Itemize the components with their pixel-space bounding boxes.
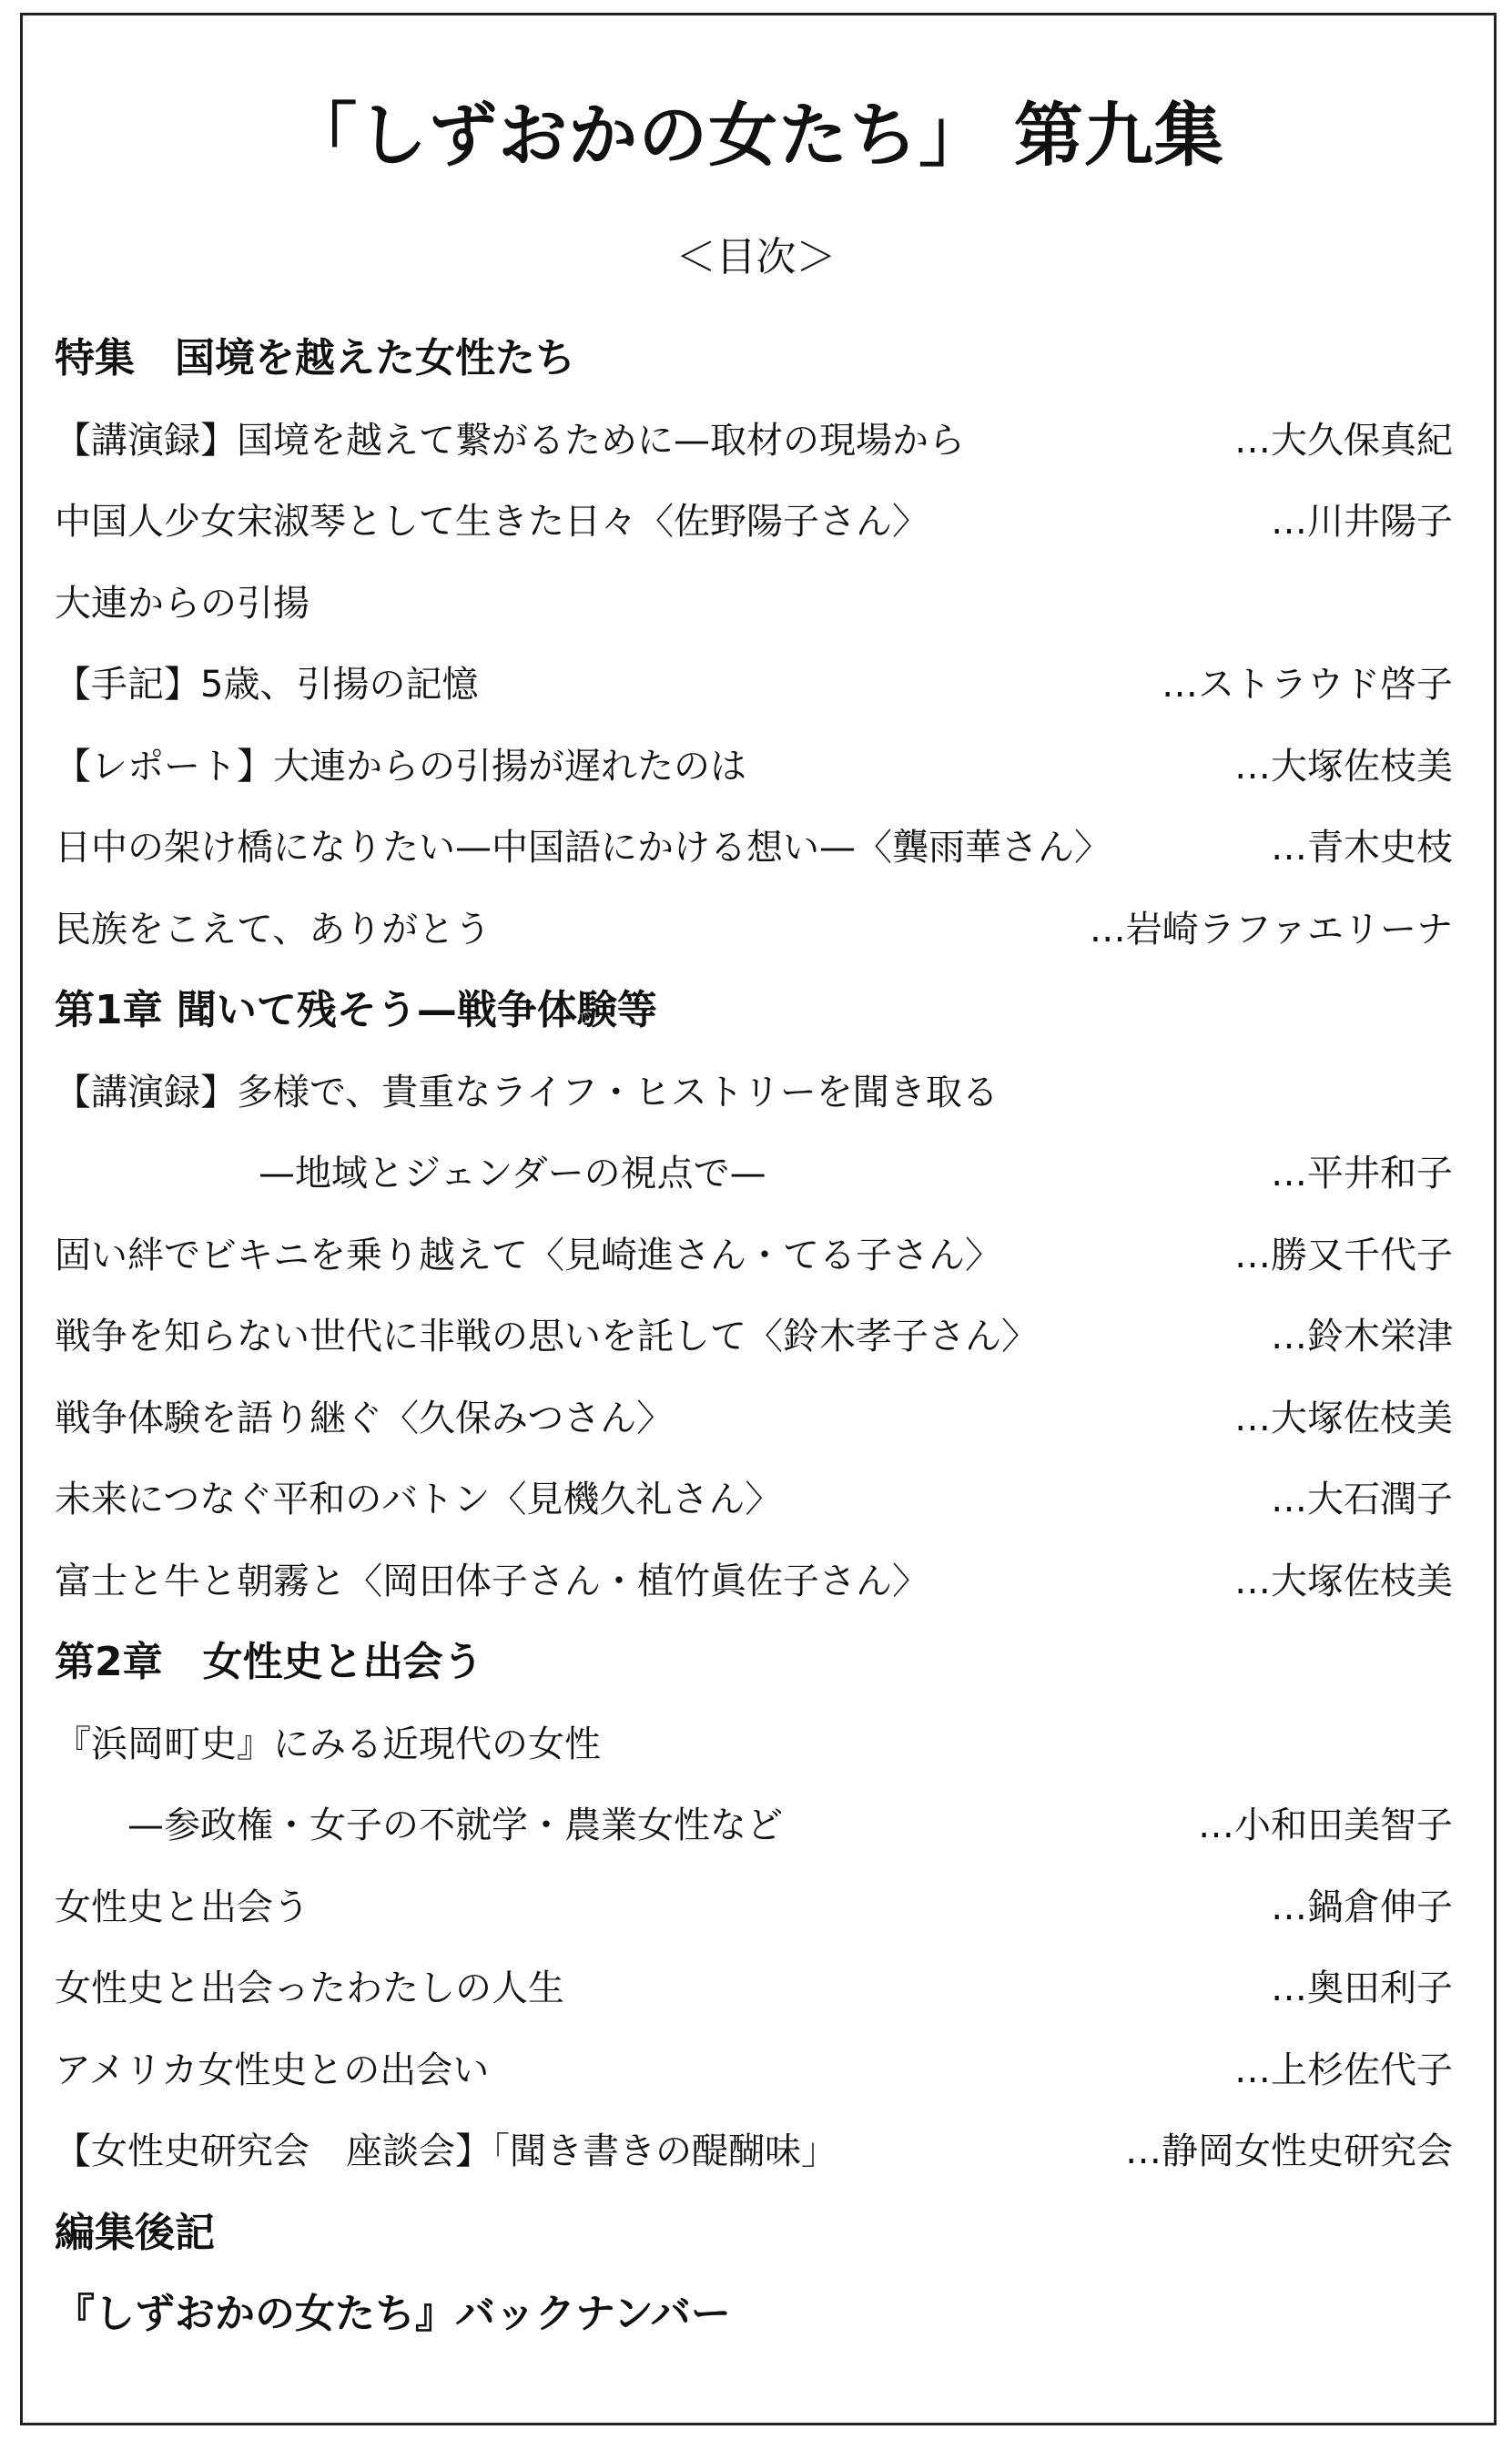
toc-entry [55,1228,1453,1283]
entry-author: …青木史枝 [1271,827,1453,869]
entry-title: 女性史と出会ったわたしの人生 [55,1967,564,2009]
toc-entry [55,576,1453,631]
toc-entry [55,657,1453,712]
entry-author: …上杉佐代子 [1234,2049,1453,2091]
toc-entry [55,2043,1453,2098]
toc-section-heading [55,2206,1453,2261]
section-title: 特集 国境を越えた女性たち [55,335,575,381]
toc-section-heading [55,1635,1453,1690]
entry-author: …大塚佐枝美 [1234,1398,1453,1439]
entry-author: …静岡女性史研究会 [1125,2130,1453,2172]
entry-title: 民族をこえて、ありがとう [55,909,492,951]
entry-title: 【講演録】多様で、貴重なライフ・ヒストリーを聞き取る [55,1072,999,1113]
toc-entry [55,902,1453,957]
entry-author: …岩崎ラファエリーナ [1089,909,1453,951]
entry-author: …ストラウド啓子 [1162,664,1453,706]
toc-entry [55,1309,1453,1364]
entry-title: 中国人少女宋淑琴として生きた日々〈佐野陽子さん〉 [55,501,929,543]
entry-title: 『浜岡町史』にみる近現代の女性 [55,1723,601,1765]
toc-section-heading [55,331,1453,386]
entry-title: 【女性史研究会 座談会】「聞き書きの醍醐味」 [55,2130,837,2172]
toc-entry [55,1798,1453,1853]
section-title: 編集後記 [55,2210,215,2256]
toc-entry [55,739,1453,794]
entry-title: 富士と牛と朝霧と〈岡田体子さん・植竹眞佐子さん〉 [55,1561,929,1602]
toc-entry [55,494,1453,549]
entry-title: 大連からの引揚 [55,583,310,625]
entry-title: 固い絆でビキニを乗り越えて〈見崎進さん・てる子さん〉 [55,1235,1001,1276]
document-title: 「しずおかの女たち」 第九集 [288,95,1224,176]
toc-entry [55,413,1453,468]
toc-entry [55,1065,1453,1120]
entry-author: …大塚佐枝美 [1234,1561,1453,1602]
toc-entry [55,1880,1453,1935]
entry-title: —参政権・女子の不就学・農業女性など [127,1805,783,1846]
entry-author: …勝又千代子 [1234,1235,1453,1276]
entry-title: 未来につなぐ平和のバトン〈見機久礼さん〉 [55,1479,782,1520]
toc-entry [55,2124,1453,2179]
entry-author: …大石潤子 [1271,1479,1453,1520]
entry-title: 【レポート】大連からの引揚が遅れたのは [55,746,746,788]
toc-entry [55,1717,1453,1772]
toc-section-heading [55,983,1453,1038]
entry-author: …平井和子 [1271,1153,1453,1195]
entry-title: 【講演録】国境を越えて繋がるために—取材の現場から [55,420,965,462]
entry-author: …大久保真紀 [1234,420,1453,462]
toc-entry [55,1391,1453,1446]
toc-entry [55,1961,1453,2016]
toc-entry [55,1554,1453,1609]
entry-title: 戦争体験を語り継ぐ〈久保みつさん〉 [55,1398,674,1439]
entry-title: 【手記】5歳、引揚の記憶 [55,664,479,706]
section-title: 第2章 女性史と出会う [55,1639,483,1685]
entry-author: …奥田利子 [1271,1967,1453,2009]
section-title: 『しずおかの女たち』バックナンバー [55,2291,731,2337]
entry-title: —地域とジェンダーの視点で— [259,1153,766,1195]
section-title: 第1章 聞いて残そう—戦争体験等 [55,987,657,1033]
entry-author: …川井陽子 [1271,501,1453,543]
entry-title: 女性史と出会う [55,1886,310,1928]
entry-author: …小和田美智子 [1198,1805,1453,1846]
toc-entry [55,820,1453,875]
entry-title: 日中の架け橋になりたい—中国語にかける想い—〈龔雨華さん〉 [55,827,1111,869]
toc-entry [55,1146,1453,1201]
entry-author: …鈴木栄津 [1271,1316,1453,1357]
entry-author: …大塚佐枝美 [1234,746,1453,788]
toc-entry [55,1472,1453,1527]
entry-author: …鍋倉伸子 [1271,1886,1453,1928]
toc-section-heading [55,2287,1453,2342]
entry-title: 戦争を知らない世代に非戦の思いを託して〈鈴木孝子さん〉 [55,1316,1038,1357]
toc-heading: ＜目次＞ [675,234,837,280]
entry-title: アメリカ女性史との出会い [55,2049,490,2091]
